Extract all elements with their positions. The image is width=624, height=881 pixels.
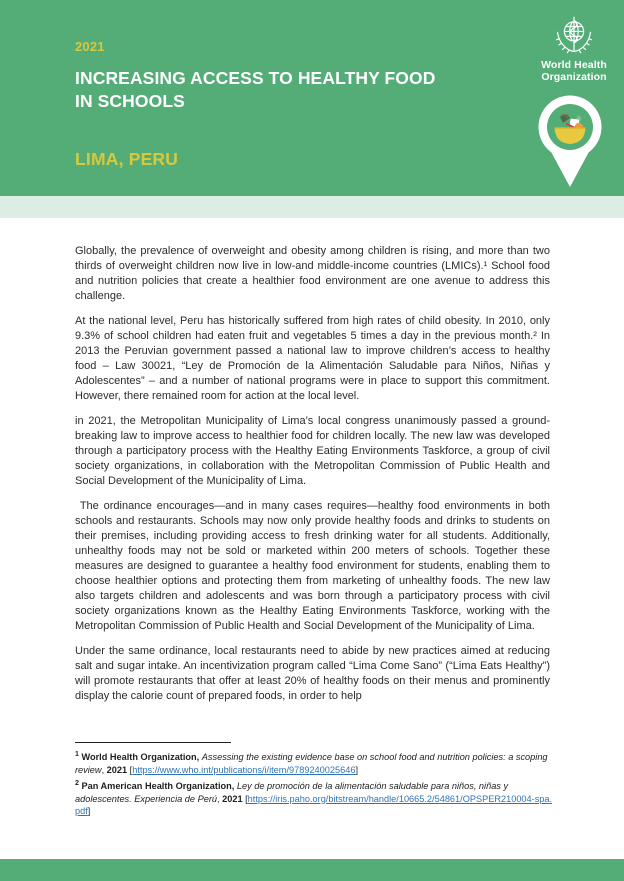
footnote-bracket-close: ] (87, 806, 91, 817)
body-paragraph: The ordinance encourages—and in many cases requires—healthy food environments in both schools and restaurants. Schools may now only provide healthy foods and drinks to students on their premises, including providing access to fresh drinking water for all students. Additionally, unhealthy foods may not be sold or marketed within 200 meters of schools. Together these measures are designed to guarantee a healthy food environment for students, enabling them to choose healthier options and protecting them from marketing of unhealthy foods. The new law also targets children and adolescents and was born through a participatory process with civil society organizations known as the Healthy Eating Environments Taskforce, working with the Metropolitan Commission of Public Health and Social Development of the Municipality of Lima. (75, 500, 550, 632)
footnote-bracket-close: ] (355, 764, 358, 775)
footnote-bracket-open: [ (127, 764, 133, 775)
footnote-link[interactable]: https://www.who.int/publications/i/item/9789240025646 (132, 764, 356, 775)
page-title-line2: IN SCHOOLS (75, 91, 185, 111)
body-paragraph: in 2021, the Metropolitan Municipality of Lima’s local congress unanimously passed a ground-breaking law to improve access to healthier food for children locally. The new law was developed through a participatory process with the Healthy Eating Environments Taskforce, a group of civil society organizations, in collaboration with the Metropolitan Commission of Public Health and Social Development of the Municipality of Lima. (75, 415, 550, 487)
who-logo-text-line2: Organization (541, 70, 607, 83)
footnotes-section (75, 742, 555, 820)
footnote-marker: 1 (75, 751, 79, 758)
body-paragraph: Globally, the prevalence of overweight and obesity among children is rising, and more than two thirds of overweight children now live in low-and middle-income countries (LMICs).¹ School food and nutrition policies that create a healthier food environment are one avenue to address this challenge. (75, 245, 550, 302)
footnote-year: 2021 (106, 764, 128, 775)
footnote-separator: , (101, 764, 107, 775)
footnote-link[interactable]: https://iris.paho.org/bitstream/handle/10665.2/54861/OPSPER210004-spa.pdf (75, 793, 553, 817)
food-basket-location-pin-icon (537, 94, 603, 190)
body-paragraph: At the national level, Peru has historically suffered from high rates of child obesity. In 2010, only 9.3% of school children had eaten fruit and vegetables 5 times a day in the previous month.² In 2013 the Peruvian government passed a national law to improve children’s access to healthy food – Law 30021, “Ley de Promoción de la Alimentación Saludable para Niños, Niñas y Adolescentes” – and a number of national programs were in place to support this commitment. However, there remained room for action at the local level. (75, 315, 550, 402)
page-title (75, 67, 515, 113)
who-logo (528, 14, 620, 83)
footer-bar (0, 859, 624, 881)
footnote-separator: , (217, 793, 223, 804)
footnote-divider (75, 742, 231, 743)
who-emblem-icon (552, 14, 596, 58)
header-banner (0, 0, 624, 196)
footnote-org: Pan American Health Organization, (78, 781, 237, 792)
location-label: LIMA, PERU (75, 149, 179, 169)
footnote (75, 778, 555, 818)
who-logo-text (528, 60, 620, 83)
document-body (75, 244, 550, 740)
footnote-title: Ley de promoción de la alimentación saludable para niños, niñas y adolescentes. Experiencia de Perú (75, 781, 509, 804)
footnote-marker: 2 (75, 780, 79, 788)
who-logo-text-line1: World Health (541, 59, 607, 71)
footnote-org: World Health Organization, (78, 752, 202, 763)
header-accent-band (0, 196, 624, 218)
footnote-title: Assessing the existing evidence base on school food and nutrition policies: a scoping review (75, 752, 548, 775)
page-title-line1: INCREASING ACCESS TO HEALTHY FOOD (75, 68, 436, 88)
footnote-bracket-open: [ (242, 793, 248, 804)
body-paragraph: Under the same ordinance, local restaurants need to abide by new practices aimed at reducing salt and sugar intake. An incentivization program called “Lima Come Sano” (“Lima Eats Healthy”) will promote restaurants that offer at least 20% of healthy foods on their menus and prominently display the calorie count of prepared foods, in order to help (75, 645, 550, 702)
footnote-year: 2021 (222, 793, 243, 804)
year-label: 2021 (75, 39, 105, 54)
footnote (75, 749, 555, 776)
